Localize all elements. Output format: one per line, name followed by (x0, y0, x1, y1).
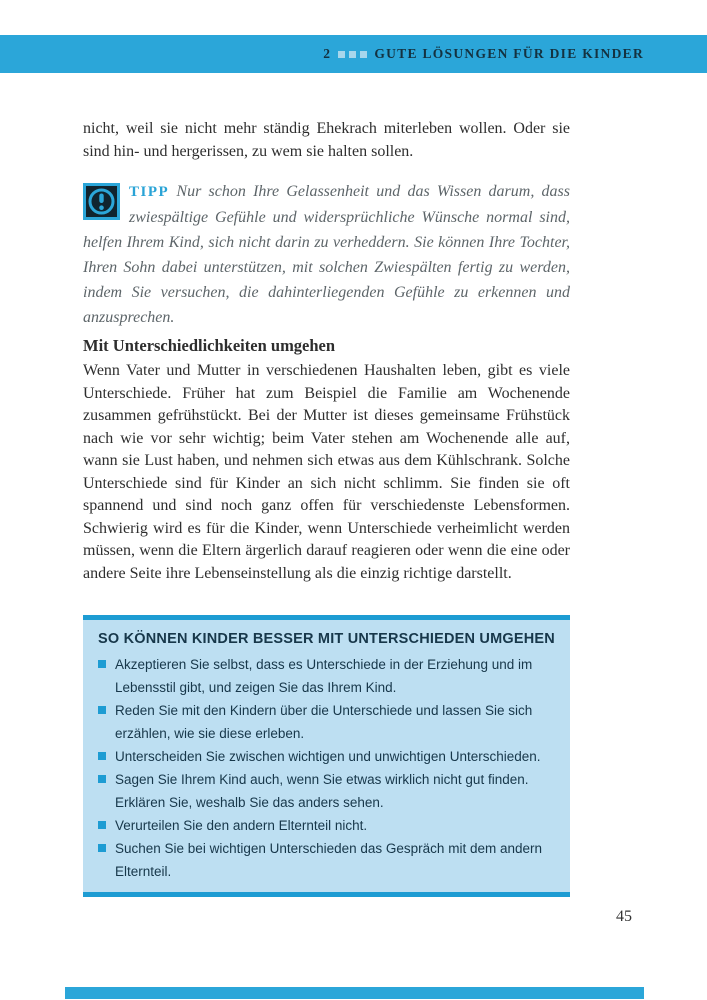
chapter-title: GUTE LÖSUNGEN FÜR DIE KINDER (374, 46, 644, 61)
info-box-item (98, 699, 556, 745)
info-box-item-text: Verurteilen Sie den andern Elternteil nicht. (115, 818, 368, 833)
info-box-item-text: Reden Sie mit den Kindern über die Unterschiede und lassen Sie sich erzählen, wie sie diese erleben. (115, 703, 533, 741)
chapter-marker-squares-icon (338, 51, 367, 58)
info-box-item (98, 837, 556, 883)
bullet-square-icon (98, 775, 106, 783)
info-box-item (98, 768, 556, 814)
exclamation-icon (83, 183, 120, 220)
bullet-square-icon (98, 706, 106, 714)
info-box-item (98, 814, 556, 837)
intro-paragraph: nicht, weil sie nicht mehr ständig Ehekrach miterleben wollen. Oder sie sind hin- und hergerissen, zu wem sie halten sollen. (83, 120, 570, 160)
chapter-header-text (323, 46, 644, 62)
info-box-list (98, 653, 556, 883)
tip-label: TIPP (129, 184, 170, 200)
footer-bar (65, 987, 644, 999)
page-number: 45 (616, 908, 632, 925)
info-box (83, 615, 570, 897)
chapter-number: 2 (323, 46, 332, 61)
chapter-header-bar (0, 35, 707, 73)
info-box-item-text: Suchen Sie bei wichtigen Unterschieden das Gespräch mit dem andern Elternteil. (115, 841, 542, 879)
tip-block (83, 179, 570, 330)
bullet-square-icon (98, 660, 106, 668)
tip-text: Nur schon Ihre Gelassenheit und das Wissen darum, dass zwiespältige Gefühle und widersprüchliche Wünsche normal sind, helfen Ihrem Kind, sich nicht darin zu verheddern. Sie können Ihre Tochter, Ihren Sohn dabei unterstützen, mit solchen Zwiespälten fertig zu werden, indem Sie versuchen, die dahinterliegenden Gefühle zu erkennen und anzusprechen. (83, 183, 571, 326)
info-box-item-text: Sagen Sie Ihrem Kind auch, wenn Sie etwas wirklich nicht gut finden. Erklären Sie, weshalb Sie das anders sehen. (115, 772, 529, 810)
info-box-title: SO KÖNNEN KINDER BESSER MIT UNTERSCHIEDEN UMGEHEN (98, 631, 555, 647)
info-box-item-text: Unterscheiden Sie zwischen wichtigen und unwichtigen Unterschieden. (115, 749, 541, 764)
section-paragraph: Wenn Vater und Mutter in verschiedenen Haushalten leben, gibt es viele Unterschiede. Früher hat zum Beispiel die Familie am Wochenende zusammen gefrühstückt. Bei der Mutter ist dieses gemeinsame Frühstück nach wie vor sehr wichtig; beim Vater stehen am Wochenende alle auf, wann sie Lust haben, und nehmen sich etwas aus dem Kühlschrank. Solche Unterschiede sind für Kinder an sich nicht schlimm. Sie finden sie oft spannend und sind noch ganz offen für verschiedenste Lebensformen. Schwierig wird es für die Kinder, wenn Unterschiede verheimlicht werden müssen, wenn die Eltern ärgerlich darauf reagieren oder wenn die eine oder andere Seite ihre Lebenseinstellung als die einzig richtige darstellt. (83, 362, 570, 582)
info-box-item-text: Akzeptieren Sie selbst, dass es Unterschiede in der Erziehung und im Lebensstil gibt, und zeigen Sie das Ihrem Kind. (115, 657, 533, 695)
section-heading: Mit Unterschiedlichkeiten umgehen (83, 336, 336, 355)
bullet-square-icon (98, 844, 106, 852)
bullet-square-icon (98, 821, 106, 829)
tip-paragraph (83, 179, 570, 330)
bullet-square-icon (98, 752, 106, 760)
info-box-item (98, 653, 556, 699)
info-box-item (98, 745, 556, 768)
page-content (83, 118, 570, 897)
